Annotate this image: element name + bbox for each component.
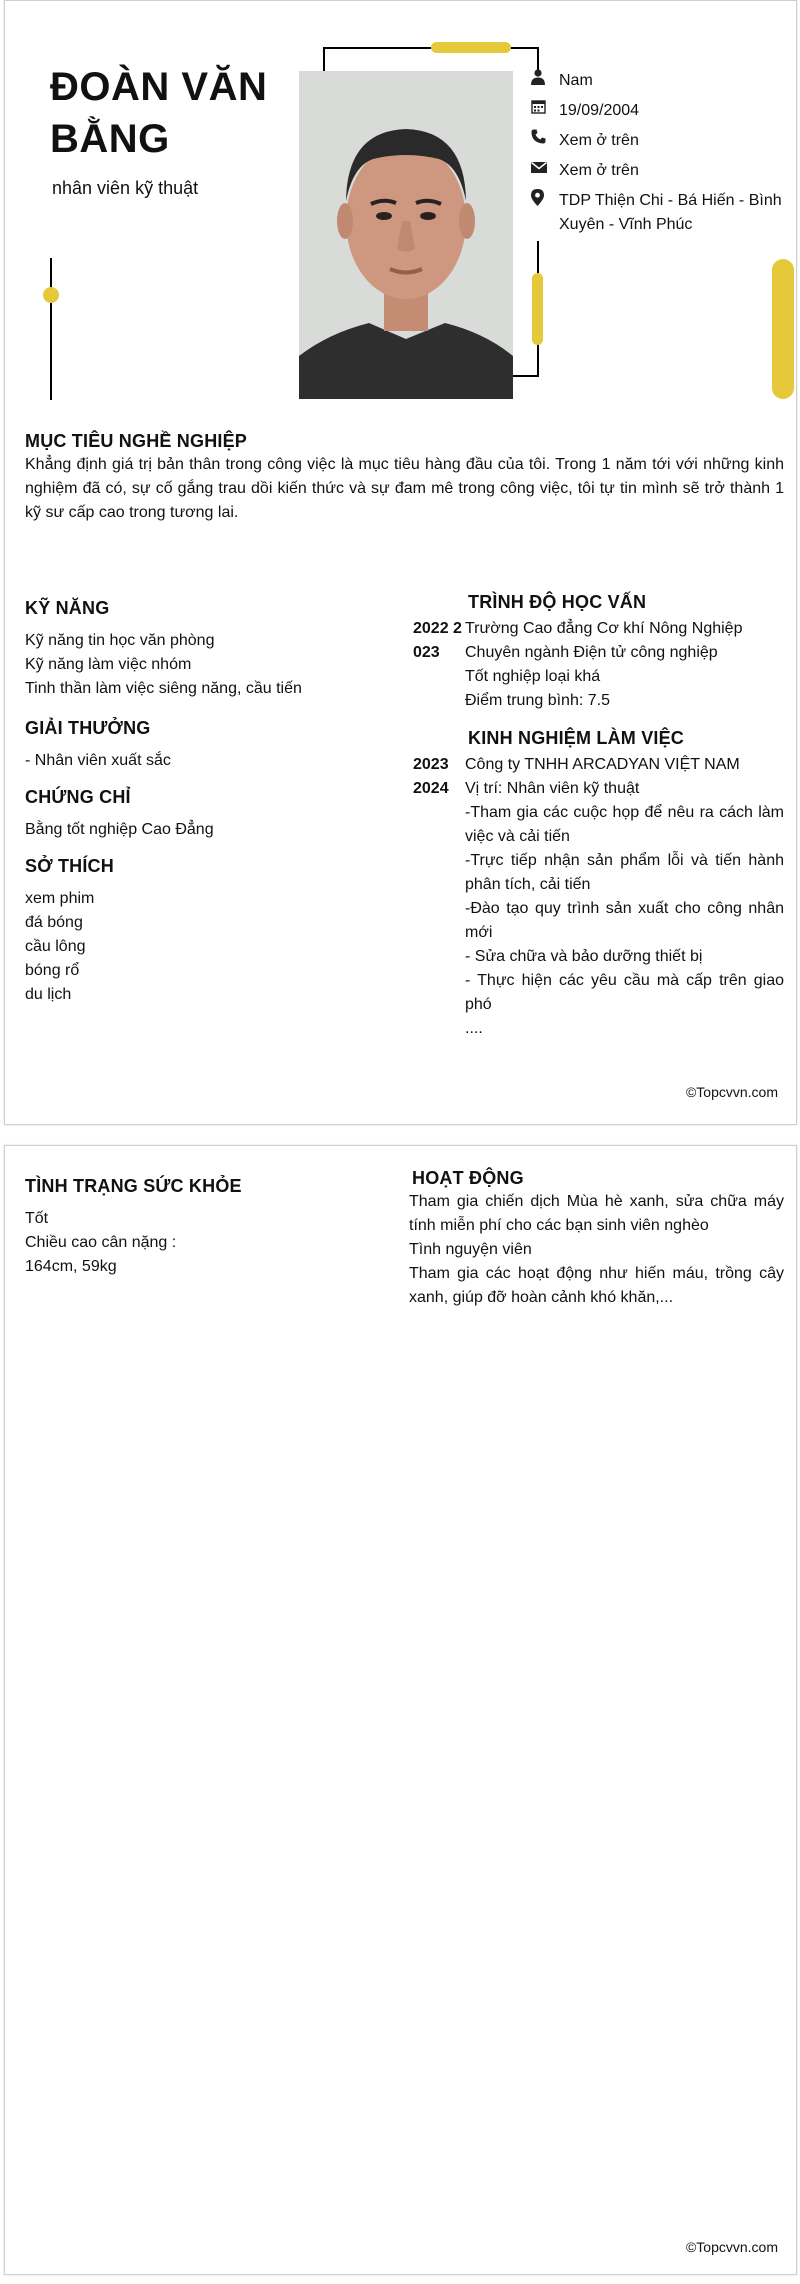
contact-gender	[531, 69, 791, 93]
skills-title: KỸ NĂNG	[25, 598, 110, 618]
education-gpa: Điểm trung bình: 7.5	[465, 692, 610, 709]
health-line: Tốt	[25, 1210, 49, 1227]
objective-title: MỤC TIÊU NGHỀ NGHIỆP	[25, 431, 248, 451]
certificates-title: CHỨNG CHỈ	[25, 787, 131, 807]
phone-icon	[531, 129, 559, 153]
decor-left-line	[50, 258, 52, 400]
page-footer: ©Topcvvn.com	[685, 1084, 778, 1100]
profile-photo	[299, 71, 513, 399]
phone-text: Xem ở trên	[559, 132, 639, 149]
education-school: Trường Cao đẳng Cơ khí Nông Nghiệp	[465, 620, 743, 637]
cv-page-1	[4, 0, 797, 1125]
certificate-item: Bằng tốt nghiệp Cao Đẳng	[25, 821, 214, 838]
experience-year-end: 2024	[413, 780, 449, 797]
job-title: nhân viên kỹ thuật	[52, 178, 199, 198]
experience-company: Công ty TNHH ARCADYAN VIỆT NAM	[465, 756, 740, 773]
decor-yellow-bar-side	[532, 273, 543, 345]
person-icon	[531, 69, 559, 93]
contact-phone	[531, 129, 791, 153]
hobbies-title: SỞ THÍCH	[25, 856, 114, 876]
skills-list	[25, 629, 395, 701]
hobbies-list	[25, 887, 94, 1007]
skill-item: Kỹ năng tin học văn phòng	[25, 632, 215, 649]
health-details	[25, 1207, 385, 1279]
decor-photo-frame-bottom	[513, 375, 539, 377]
contact-birthday	[531, 99, 791, 123]
skill-item: Kỹ năng làm việc nhóm	[25, 656, 192, 673]
decor-photo-frame-left	[323, 47, 325, 73]
objective-text: Khẳng định giá trị bản thân trong công việc là mục tiêu hàng đầu của tôi. Trong 1 năm tới với những kinh nghiệm đã có, sự cố gắng trau dồi kiến thức và sự đam mê trong công việc, tôi tự tin mình sẽ trở thành 1 kỹ sư cấp cao trong tương lai.	[25, 456, 784, 521]
health-title: TÌNH TRẠNG SỨC KHỎE	[25, 1176, 242, 1196]
hobby-item: xem phim	[25, 890, 95, 907]
candidate-name: ĐOÀN VĂN BẰNG	[50, 65, 268, 161]
education-years	[413, 617, 468, 665]
experience-title: KINH NGHIỆM LÀM VIỆC	[468, 728, 685, 748]
experience-line: ....	[465, 1020, 483, 1037]
experience-line: -Tham gia các cuộc họp để nêu ra cách làm việc và cải tiến	[465, 804, 784, 845]
experience-year-start: 2023	[413, 756, 449, 773]
award-item: - Nhân viên xuất sắc	[25, 752, 171, 769]
decor-yellow-bar-edge	[772, 259, 794, 399]
gender-text: Nam	[559, 72, 593, 89]
health-line: Chiều cao cân nặng :	[25, 1234, 177, 1251]
cv-page-2	[4, 1145, 797, 2275]
page-footer: ©Topcvvn.com	[685, 2239, 778, 2255]
education-major: Chuyên ngành Điện tử công nghiệp	[465, 644, 718, 661]
experience-line: - Sửa chữa và bảo dưỡng thiết bị	[465, 948, 703, 965]
experience-line: Vị trí: Nhân viên kỹ thuật	[465, 780, 640, 797]
activity-line: Tham gia chiến dịch Mùa hè xanh, sửa chữa máy tính miễn phí cho các bạn sinh viên nghèo	[409, 1193, 784, 1234]
decor-yellow-dot	[43, 287, 59, 303]
education-year-line2: 023	[413, 644, 440, 661]
awards-title: GIẢI THƯỞNG	[25, 718, 151, 738]
experience-line: -Trực tiếp nhận sản phẩm lỗi và tiến hành phân tích, cải tiến	[465, 852, 784, 893]
experience-years	[413, 753, 463, 801]
activity-line: Tình nguyện viên	[409, 1241, 532, 1258]
education-details	[465, 617, 785, 713]
experience-details	[465, 753, 784, 1041]
hobby-item: cầu lông	[25, 938, 86, 955]
experience-line: - Thực hiện các yêu cầu mà cấp trên giao phó	[465, 972, 784, 1013]
envelope-icon	[531, 159, 559, 183]
address-text: TDP Thiện Chi - Bá Hiến - Bình Xuyên - Vĩnh Phúc	[559, 192, 782, 233]
email-text: Xem ở trên	[559, 162, 639, 179]
activities-title: HOẠT ĐỘNG	[412, 1168, 524, 1188]
decor-yellow-bar-top	[431, 42, 511, 53]
contact-email	[531, 159, 791, 183]
education-grade: Tốt nghiệp loại khá	[465, 668, 601, 685]
contact-address	[531, 189, 791, 237]
activity-line: Tham gia các hoạt động như hiến máu, trồng cây xanh, giúp đỡ hoàn cảnh khó khăn,...	[409, 1265, 784, 1306]
education-year-line1: 2022 2	[413, 620, 462, 637]
education-title: TRÌNH ĐỘ HỌC VẤN	[468, 592, 647, 612]
hobby-item: du lịch	[25, 986, 72, 1003]
experience-line: -Đào tạo quy trình sản xuất cho công nhân mới	[465, 900, 784, 941]
health-line: 164cm, 59kg	[25, 1258, 117, 1275]
skill-item: Tinh thần làm việc siêng năng, cầu tiến	[25, 680, 302, 697]
hobby-item: đá bóng	[25, 914, 83, 931]
activities-details	[409, 1190, 784, 1310]
calendar-icon	[531, 99, 559, 123]
hobby-item: bóng rổ	[25, 962, 80, 979]
map-pin-icon	[531, 189, 559, 237]
birthday-text: 19/09/2004	[559, 102, 640, 119]
